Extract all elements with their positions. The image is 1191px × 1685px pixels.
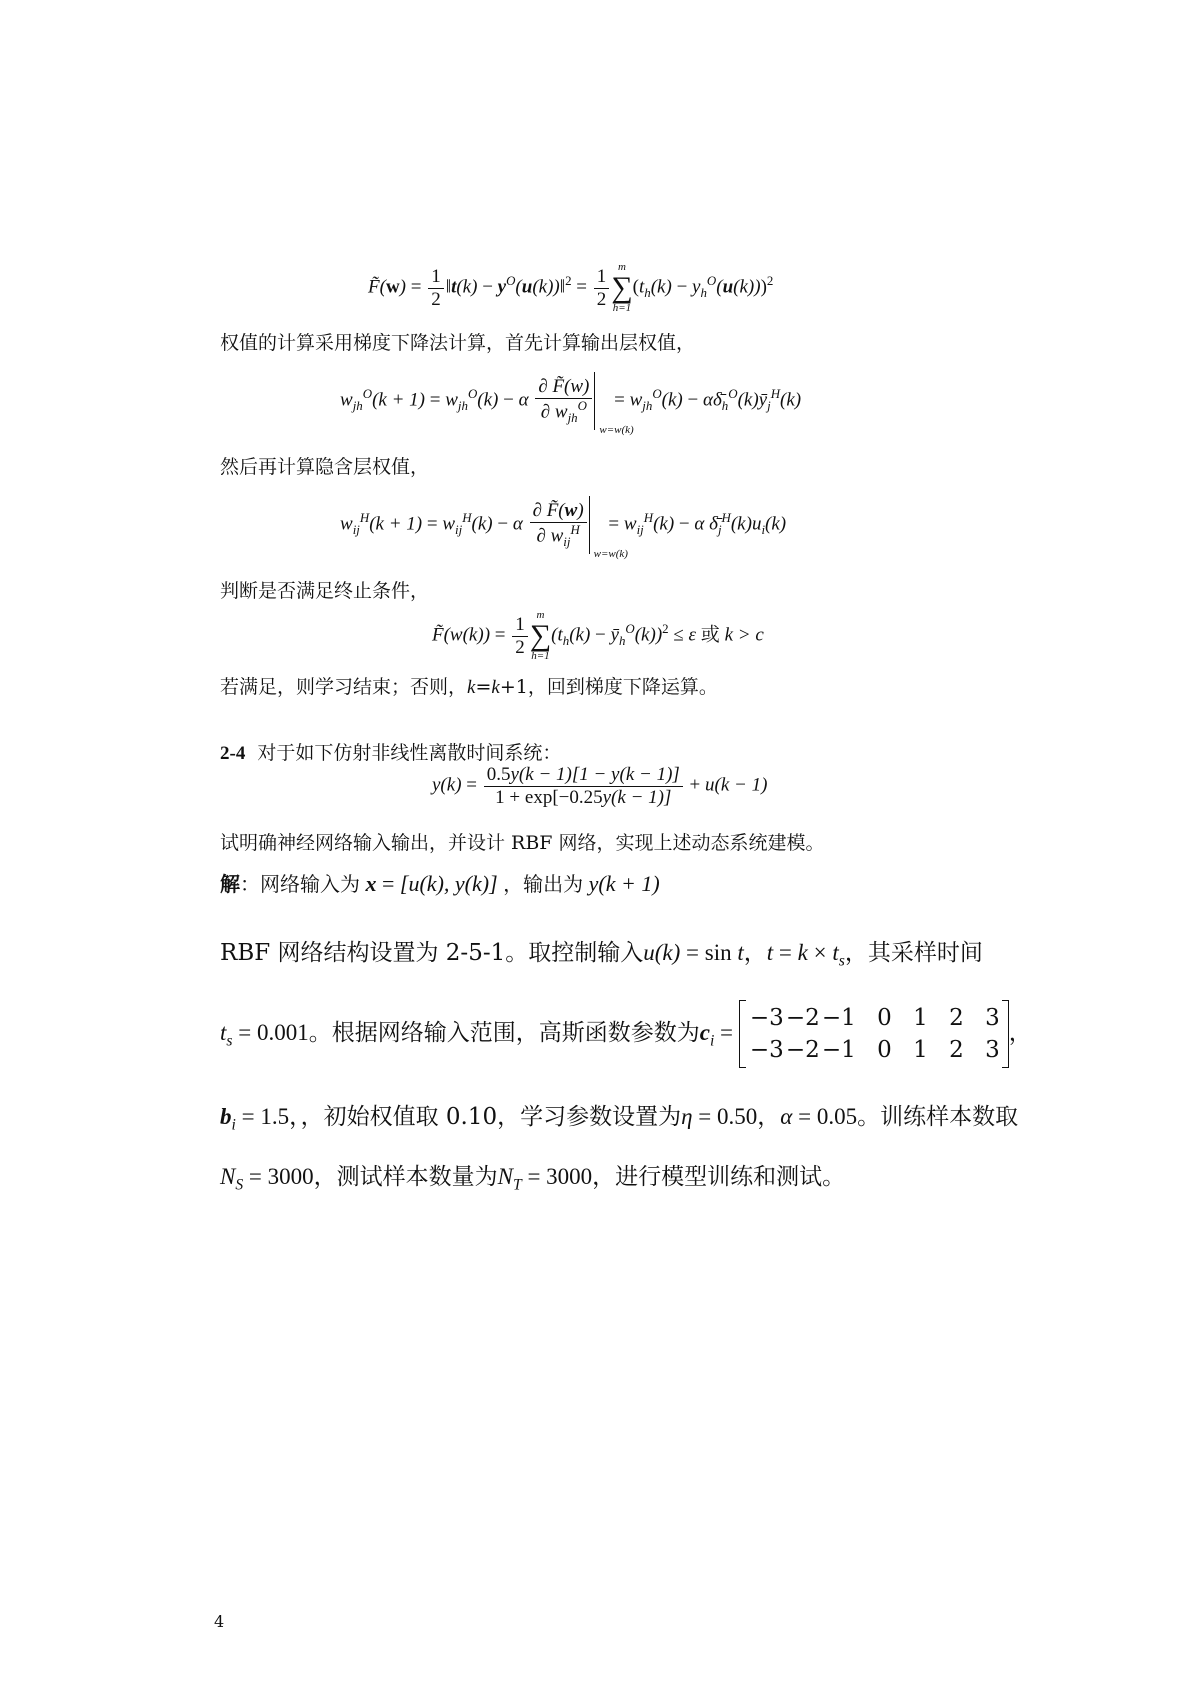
matrix-cell: −3 <box>749 1005 784 1031</box>
paragraph-gauss-params: $t_s = 0.001$。根据网络输入范围，高斯函数参数为$c_i$ = −3 −2 −1 0 1 2 3 −3 −2 −1 0 1 2 3 ， <box>220 1000 1032 1068</box>
matrix-cell: 0 <box>877 1037 892 1064</box>
gauss-text-a: 。根据网络输入范围，高斯函数参数为 <box>308 1020 700 1047</box>
paragraph-learning-params: $b_i = 1.5$，，初始权值取 0.10，学习参数设置为η = 0.50，α = 0.05。训练样本数取 <box>220 1104 1019 1134</box>
paragraph-task: 试明确神经网络输入输出，并设计 RBF 网络，实现上述动态系统建模。 <box>220 832 825 854</box>
learning-text-b: 。训练样本数取 <box>857 1104 1019 1130</box>
solution-text-b: ，输出为 <box>503 872 584 896</box>
samples-text-b: ，进行模型训练和测试。 <box>592 1164 846 1190</box>
solution-text-a: ：网络输入为 <box>240 872 360 896</box>
paragraph-termination: 判断是否满足终止条件， <box>220 580 430 602</box>
center-matrix <box>739 1000 1009 1068</box>
value-ns: 3000 <box>267 1164 314 1189</box>
coef-a: 0.5 <box>486 764 511 785</box>
paragraph-output-weights: 权值的计算采用梯度下降法计算，首先计算输出层权值， <box>220 332 696 354</box>
matrix-cell: 1 <box>913 1037 928 1064</box>
value-bi: 1.5 <box>260 1104 290 1129</box>
paragraph-samples: $N_S = 3000$，测试样本数量为$N_T = 3000$，进行模型训练和测试。 <box>220 1164 846 1194</box>
or-word: 或 <box>700 624 720 646</box>
matrix-cell: 2 <box>949 1005 964 1031</box>
matrix-cell: 3 <box>985 1005 1000 1031</box>
equation-hidden-weight-update: $w_{ij}^H(k + 1) = w_{ij}^H(k) - \alpha$ $\frac{\partial F̃(w)}{\partial w_{ij}^H}$ w=w(k) = $w_{ij}^H(k) - \alpha$ $\deltā_j^H(k)u_i(k)$ <box>340 496 786 554</box>
matrix-row <box>748 1034 1000 1066</box>
result-text-a: 若满足，则学习结束；否则， <box>220 676 468 698</box>
matrix-cell: 3 <box>985 1037 1000 1064</box>
rbf-text-b: ，其采样时间 <box>844 940 983 966</box>
rbf-text-a: RBF 网络结构设置为 2-5-1。取控制输入 <box>220 940 644 966</box>
matrix-cell: 1 <box>913 1005 928 1031</box>
matrix-cell: 0 <box>877 1005 892 1031</box>
learning-text-a: ，初始权值取 0.10，学习参数设置为 <box>300 1104 682 1130</box>
matrix-cell: −2 <box>785 1037 820 1064</box>
matrix-cell: −1 <box>821 1037 856 1064</box>
result-var-k1: k <box>467 677 476 698</box>
page-number: 4 <box>214 1612 225 1631</box>
solution-label: 解 <box>220 872 240 896</box>
result-var-k2: k <box>491 677 500 698</box>
equation-termination-condition: F̃(w(k)) = $\frac{1}{2}$ m ∑ h=1 ($t_h(k)$ − $ȳ_h^O(k))^2 \le \varepsilon$ 或 k > c <box>432 609 764 662</box>
result-eq: = <box>475 676 492 698</box>
matrix-cell: 2 <box>949 1037 964 1064</box>
equation-error-function: F̃(w) = $\frac{1}{2}$ ‖t(k) − $y^O(u(k))‖^2$ = $\frac{1}{2}$ m ∑ h=1 $(t_h(k) - y_h^O(u(k)))^2$ <box>368 261 774 314</box>
paragraph-hidden-weights: 然后再计算隐含层权值， <box>220 456 430 478</box>
value-alpha: 0.05 <box>816 1104 858 1129</box>
coef-b: 0.25 <box>569 786 603 808</box>
problem-number: 2-4 <box>220 743 246 764</box>
matrix-cell: −1 <box>821 1005 856 1031</box>
problem-heading <box>220 738 561 765</box>
matrix-cell: −3 <box>749 1037 784 1064</box>
result-text-e: +1，回到梯度下降运算。 <box>499 676 718 698</box>
equation-system-dynamics: y(k) = $\frac{0.5y(k - 1)[1 - y(k - 1)]}{1 + \exp[-0.25y(k - 1)]}$ + u(k − 1) <box>432 764 768 808</box>
value-eta: 0.50 <box>717 1104 758 1129</box>
value-ts: 0.001 <box>256 1020 309 1046</box>
problem-statement: 对于如下仿射非线性离散时间系统： <box>257 742 562 764</box>
matrix-cell: −2 <box>785 1005 820 1031</box>
paragraph-solution: 解：网络输入为 x = [u(k), y(k)] ，输出为 y(k + 1) <box>220 871 660 896</box>
samples-text-a: ，测试样本数量为 <box>313 1164 498 1190</box>
value-nt: 3000 <box>546 1164 593 1189</box>
matrix-row <box>748 1002 1000 1034</box>
equation-output-weight-update: $w_{jh}^O(k + 1) = w_{jh}^O(k) - \alpha$ $\frac{\partial F̃(w)}{\partial w_{jh}^O}$ w=w(k) = $w_{jh}^O(k)$ − $\alpha\deltā_h^O(k)ȳ_j^H(k)$ <box>340 372 801 430</box>
paragraph-result <box>220 672 718 699</box>
paragraph-rbf-structure: RBF 网络结构设置为 2-5-1。取控制输入u(k) = sin t，$t = k \times t_s$，其采样时间 <box>220 940 983 970</box>
